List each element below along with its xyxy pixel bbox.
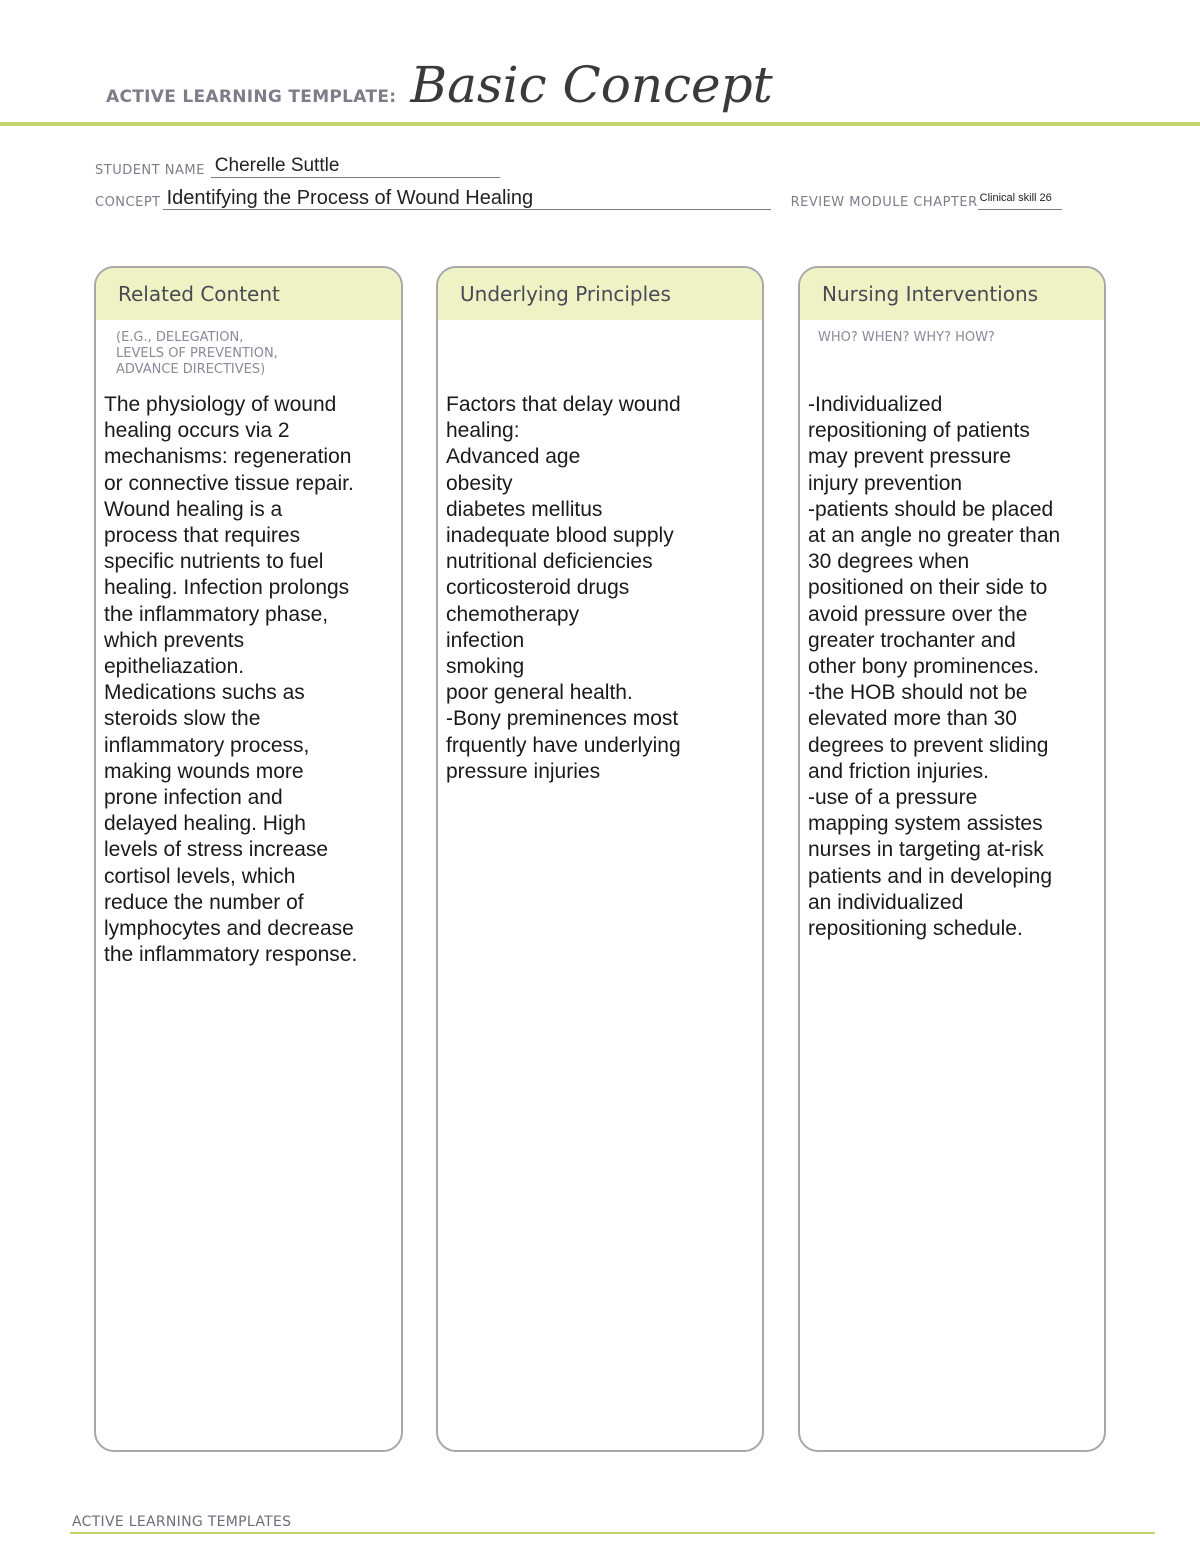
- related-content-text[interactable]: The physiology of wound healing occurs via 2 mechanisms: regeneration or connective tissue repair. Wound healing is a process that requires specific nutrients to fuel healing. Infection prolongs the inflammatory phase, which prevents epitheliazation. Medications suchs as steroids slow the inflammatory process, making wounds more prone infection and delayed healing. High levels of stress increase cortisol levels, which reduce the number of lymphocytes and decrease the inflammatory response.: [104, 393, 358, 967]
- concept-label: CONCEPT: [95, 195, 161, 210]
- concept-field[interactable]: Identifying the Process of Wound Healing: [163, 187, 771, 210]
- review-module-field[interactable]: Clinical skill 26: [978, 191, 1062, 210]
- page-header: [106, 56, 773, 120]
- footer-label: ACTIVE LEARNING TEMPLATES: [72, 1514, 292, 1530]
- student-name-label: STUDENT NAME: [95, 163, 205, 178]
- page-title: Basic Concept: [410, 56, 773, 114]
- underlying-principles-card: [436, 266, 764, 1452]
- student-name-field[interactable]: Cherelle Suttle: [211, 155, 500, 178]
- student-name-row: [95, 155, 500, 178]
- related-content-card: [94, 266, 403, 1452]
- nursing-interventions-header: Nursing Interventions: [800, 268, 1104, 320]
- underlying-principles-header: Underlying Principles: [438, 268, 762, 320]
- related-content-subtitle: (E.G., DELEGATION, LEVELS OF PREVENTION, ADVANCE DIRECTIVES): [116, 330, 278, 377]
- related-content-header: Related Content: [96, 268, 401, 320]
- nursing-interventions-subtitle: WHO? WHEN? WHY? HOW?: [818, 330, 995, 345]
- nursing-interventions-card: [798, 266, 1106, 1452]
- underlying-principles-text[interactable]: Factors that delay wound healing: Advanced age obesity diabetes mellitus inadequate blood supply nutritional deficiencies corticosteroid drugs chemotherapy infection smoking poor general health. -Bony preminences most frquently have underlying pressure injuries: [446, 393, 681, 783]
- review-module-label: REVIEW MODULE CHAPTER: [790, 195, 978, 210]
- nursing-interventions-text[interactable]: -Individualized repositioning of patients may prevent pressure injury prevention -patients should be placed at an angle no greater than 30 degrees when positioned on their side to avoid pressure over the greater trochanter and other bony prominences. -the HOB should not be elevated more than 30 degrees to prevent sliding and friction injuries. -use of a pressure mapping system assistes nurses in targeting at-risk patients and in developing an individualized repositioning schedule.: [808, 393, 1061, 941]
- footer-divider: [70, 1532, 1155, 1534]
- concept-row: [95, 187, 1062, 210]
- header-divider: [0, 122, 1200, 126]
- template-label: ACTIVE LEARNING TEMPLATE:: [106, 87, 397, 107]
